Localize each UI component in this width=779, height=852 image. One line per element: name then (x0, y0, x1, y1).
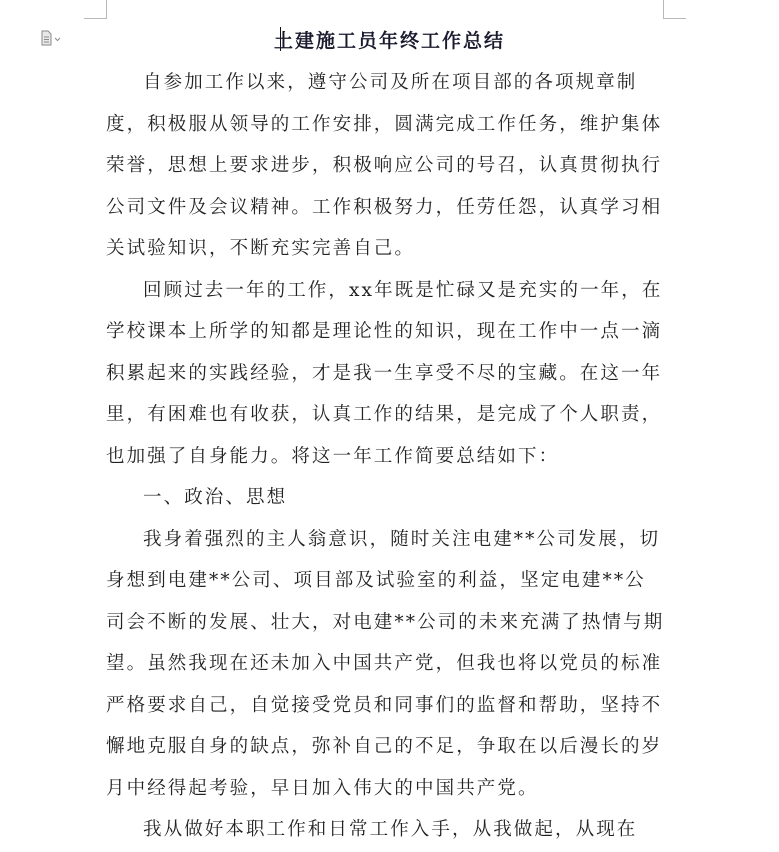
paragraph[interactable]: 我从做好本职工作和日常工作入手，从我做起，从现在 (143, 819, 638, 840)
page-corner-top-left (84, 0, 107, 19)
paragraph[interactable]: 自参加工作以来，遵守公司及所在项目部的各项规章制度，积极服从领导的工作安排，圆满完成工作任务，维护集体荣誉，思想上要求进步，积极响应公司的号召，认真贯彻执行公司文件及会议精神。工作积极努力，任劳任怨，认真学习相关试验知识，不断充实完善自己。 (106, 72, 663, 259)
paragraph[interactable]: 回顾过去一年的工作，xx年既是忙碌又是充实的一年，在学校课本上所学的知都是理论性的知识，现在工作中一点一滴积累起来的实践经验，才是我一生享受不尽的宝藏。在这一年里，有困难也有收获，认真工作的结果，是完成了个人职责，也加强了自身能力。将这一年工作简要总结如下： (106, 279, 663, 467)
section-heading[interactable]: 一、政治、思想 (143, 487, 288, 508)
paragraph[interactable]: 我身着强烈的主人翁意识，随时关注电建**公司发展，切身想到电建**公司、项目部及试验室的利益，坚定电建**公司会不断的发展、壮大，对电建**公司的未来充满了热情与期望。虽然我现在还未加入中国共产党，但我也将以党员的标准严格要求自己，自觉接受党员和同事们的监督和帮助，坚持不懈地克服自身的缺点，弥补自己的不足，争取在以后漫长的岁月中经得起考验，早日加入伟大的中国共产党。 (106, 528, 665, 799)
page-corner-top-right (663, 0, 686, 19)
document-body[interactable] (106, 62, 666, 851)
document-title[interactable]: 土建施工员年终工作总结 (273, 30, 505, 52)
